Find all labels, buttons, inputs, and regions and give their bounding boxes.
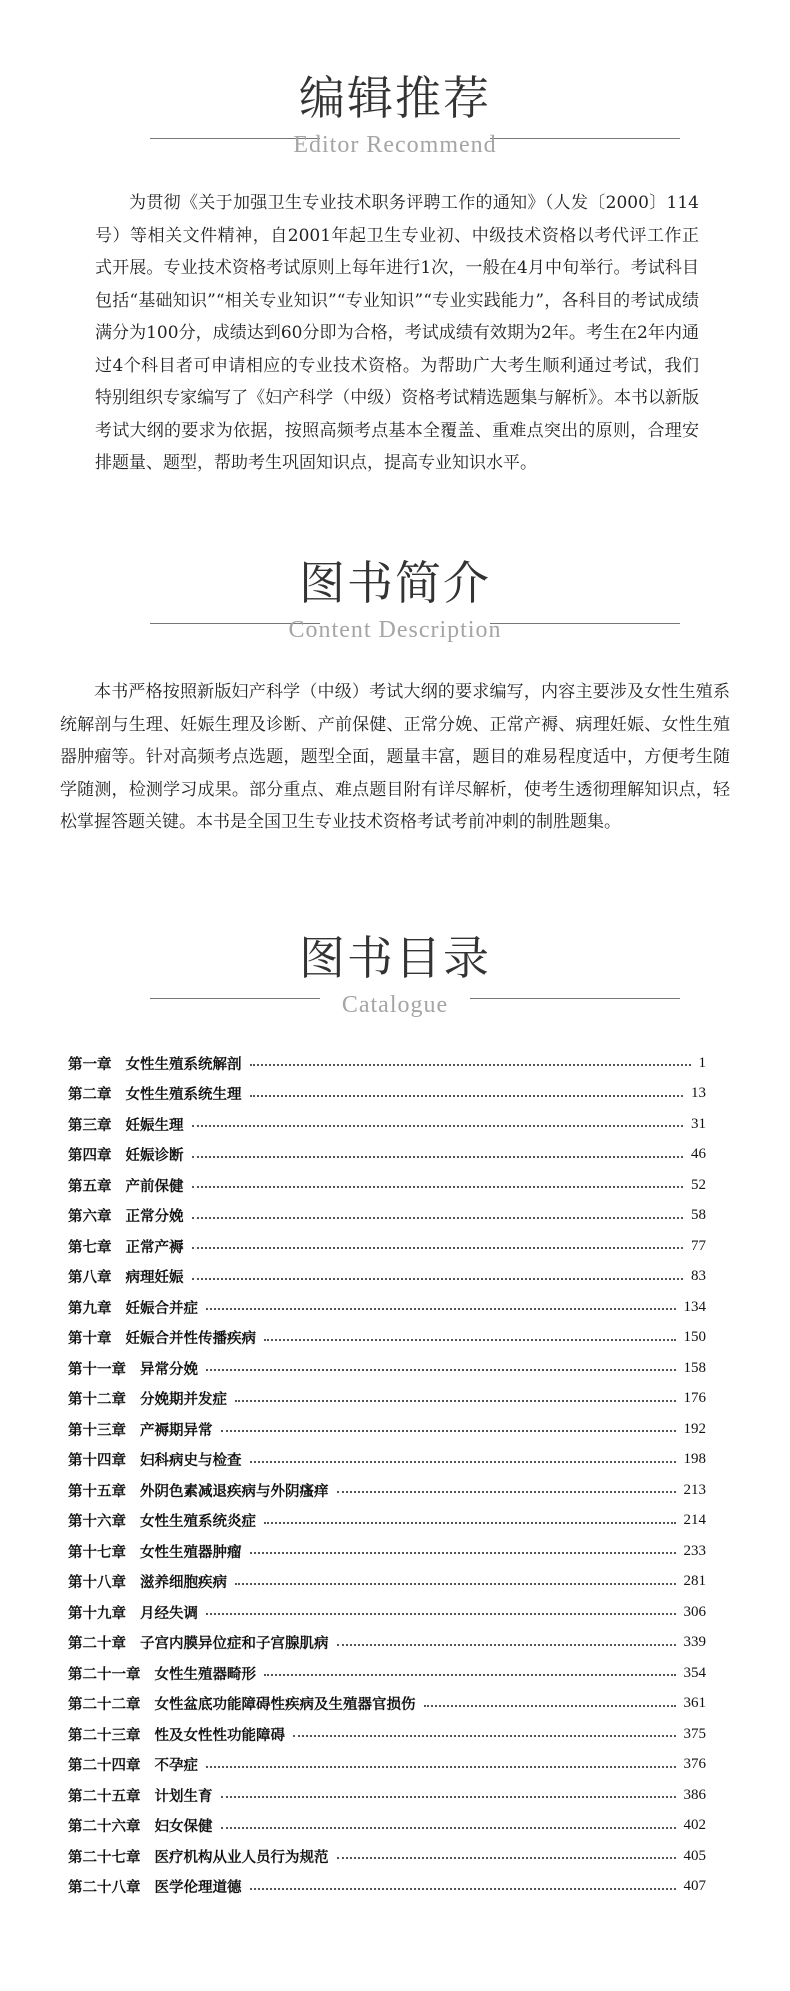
- toc-entry: [68, 1872, 706, 1903]
- toc-entry: [68, 1780, 706, 1811]
- section-title: 图书简介: [299, 556, 491, 610]
- toc-dot-leader: [192, 1186, 684, 1188]
- toc-chapter-title: 分娩期并发症: [140, 1392, 227, 1409]
- toc-entry: [68, 1079, 706, 1110]
- toc-entry: [68, 1719, 706, 1750]
- toc-chapter-number: 第二章: [68, 1087, 112, 1104]
- toc-dot-leader: [235, 1400, 676, 1402]
- toc-dot-leader: [192, 1278, 684, 1280]
- toc-chapter-number: 第二十一章: [68, 1666, 141, 1683]
- toc-chapter-number: 第二十八章: [68, 1880, 141, 1897]
- toc-dot-leader: [424, 1705, 676, 1707]
- toc-chapter-number: 第五章: [68, 1178, 112, 1195]
- toc-dot-leader: [250, 1552, 676, 1554]
- section-subtitle: Catalogue: [341, 992, 449, 1018]
- toc-chapter-number: 第九章: [68, 1300, 112, 1317]
- toc-chapter-number: 第十七章: [68, 1544, 126, 1561]
- toc-page-number: 77: [691, 1237, 706, 1254]
- toc-entry: [68, 1384, 706, 1415]
- toc-chapter-number: 第十二章: [68, 1392, 126, 1409]
- content-description-header: [0, 553, 790, 663]
- toc-chapter-title: 正常产褥: [125, 1239, 184, 1256]
- toc-page-number: 52: [691, 1176, 706, 1193]
- toc-chapter-number: 第十章: [68, 1331, 112, 1348]
- section-subtitle: Editor Recommend: [293, 132, 497, 158]
- toc-entry: [68, 1109, 706, 1140]
- toc-chapter-title: 病理妊娠: [125, 1270, 184, 1287]
- toc-entry: [68, 1231, 706, 1262]
- toc-dot-leader: [337, 1644, 676, 1646]
- toc-chapter-title: 女性盆底功能障碍性疾病及生殖器官损伤: [154, 1697, 416, 1714]
- toc-chapter-title: 医学伦理道德: [154, 1880, 242, 1897]
- toc-page-number: 405: [683, 1847, 706, 1864]
- toc-entry: [68, 1262, 706, 1293]
- toc-page-number: 386: [683, 1786, 706, 1803]
- toc-chapter-title: 计划生育: [154, 1788, 213, 1805]
- toc-dot-leader: [264, 1522, 676, 1524]
- toc-entry: [68, 1414, 706, 1445]
- toc-entry: [68, 1353, 706, 1384]
- toc-dot-leader: [206, 1613, 676, 1615]
- toc-chapter-number: 第三章: [68, 1117, 112, 1134]
- toc-chapter-title: 子宫内膜异位症和子宫腺肌病: [140, 1636, 329, 1653]
- toc-dot-leader: [235, 1583, 676, 1585]
- toc-chapter-number: 第六章: [68, 1209, 112, 1226]
- toc-entry: [68, 1445, 706, 1476]
- toc-entry: [68, 1170, 706, 1201]
- toc-chapter-title: 性及女性性功能障碍: [154, 1727, 285, 1744]
- toc-chapter-number: 第一章: [68, 1056, 112, 1073]
- toc-dot-leader: [337, 1491, 676, 1493]
- toc-chapter-title: 女性生殖系统生理: [125, 1087, 242, 1104]
- toc-dot-leader: [221, 1796, 676, 1798]
- toc-chapter-title: 异常分娩: [140, 1361, 198, 1378]
- toc-chapter-title: 女性生殖系统炎症: [140, 1514, 256, 1531]
- section-title: 编辑推荐: [299, 71, 491, 125]
- toc-entry: [68, 1841, 706, 1872]
- toc-chapter-title: 正常分娩: [125, 1209, 184, 1226]
- toc-page-number: 213: [683, 1481, 706, 1498]
- toc-page-number: 198: [683, 1451, 706, 1468]
- toc-chapter-title: 产褥期异常: [140, 1422, 213, 1439]
- toc-dot-leader: [192, 1247, 684, 1249]
- toc-chapter-number: 第二十六章: [68, 1819, 141, 1836]
- toc-chapter-number: 第二十四章: [68, 1758, 141, 1775]
- toc-entry: [68, 1750, 706, 1781]
- toc-entry: [68, 1567, 706, 1598]
- toc-page-number: 158: [683, 1359, 706, 1376]
- toc-entry: [68, 1475, 706, 1506]
- toc-entry: [68, 1048, 706, 1079]
- toc-chapter-title: 妊娠生理: [125, 1117, 184, 1134]
- toc-chapter-title: 产前保健: [125, 1178, 184, 1195]
- toc-page-number: 402: [683, 1817, 706, 1834]
- toc-chapter-number: 第二十章: [68, 1636, 126, 1653]
- toc-chapter-number: 第十五章: [68, 1483, 126, 1500]
- toc-entry: [68, 1811, 706, 1842]
- toc-page-number: 13: [691, 1085, 706, 1102]
- toc-page-number: 83: [691, 1268, 706, 1285]
- toc-chapter-title: 不孕症: [154, 1758, 198, 1775]
- toc-chapter-title: 滋养细胞疾病: [140, 1575, 227, 1592]
- toc-dot-leader: [264, 1674, 676, 1676]
- toc-chapter-title: 女性生殖系统解剖: [125, 1056, 242, 1073]
- editor-recommend-text: 为贯彻《关于加强卫生专业技术职务评聘工作的通知》（人发〔2000〕114号）等相关文件精神，自2001年起卫生专业初、中级技术资格以考代评工作正式开展。专业技术资格考试原则上每年进行1次，一般在4月中旬举行。考试科目包括“基础知识”“相关专业知识”“专业知识”“专业实践能力”，各科目的考试成绩满分为100分，成绩达到60分即为合格，考试成绩有效期为2年。考生在2年内通过4个科目者可申请相应的专业技术资格。为帮助广大考生顺利通过考试，我们特别组织专家编写了《妇产科学（中级）资格考试精选题集与解析》。本书以新版考试大纲的要求为依据，按照高频考点基本全覆盖、重难点突出的原则，合理安排题量、题型，帮助考生巩固知识点，提高专业知识水平。: [95, 193, 699, 473]
- toc-entry: [68, 1506, 706, 1537]
- toc-chapter-title: 女性生殖器畸形: [154, 1666, 256, 1683]
- toc-dot-leader: [250, 1888, 676, 1890]
- toc-page-number: 58: [691, 1207, 706, 1224]
- toc-chapter-number: 第四章: [68, 1148, 112, 1165]
- toc-dot-leader: [293, 1735, 676, 1737]
- toc-chapter-number: 第二十三章: [68, 1727, 141, 1744]
- toc-dot-leader: [250, 1095, 684, 1097]
- toc-entry: [68, 1536, 706, 1567]
- toc-dot-leader: [337, 1857, 676, 1859]
- toc-page-number: 233: [683, 1542, 706, 1559]
- toc-dot-leader: [192, 1125, 684, 1127]
- toc-dot-leader: [221, 1430, 676, 1432]
- catalogue-header: [0, 928, 790, 1038]
- toc-page-number: 339: [683, 1634, 706, 1651]
- toc-page-number: 354: [683, 1664, 706, 1681]
- toc-dot-leader: [264, 1339, 676, 1341]
- toc-page-number: 214: [683, 1512, 706, 1529]
- toc-chapter-number: 第二十七章: [68, 1849, 141, 1866]
- toc-page-number: 361: [683, 1695, 706, 1712]
- toc-chapter-title: 女性生殖器肿瘤: [140, 1544, 242, 1561]
- toc-entry: [68, 1658, 706, 1689]
- toc-chapter-number: 第十九章: [68, 1605, 126, 1622]
- toc-dot-leader: [250, 1461, 676, 1463]
- toc-page-number: 31: [691, 1115, 706, 1132]
- toc-entry: [68, 1292, 706, 1323]
- editor-recommend-header: [0, 68, 790, 178]
- toc-chapter-number: 第十一章: [68, 1361, 126, 1378]
- toc-dot-leader: [206, 1369, 676, 1371]
- toc-dot-leader: [250, 1064, 691, 1066]
- toc-chapter-number: 第十四章: [68, 1453, 126, 1470]
- toc-entry: [68, 1323, 706, 1354]
- toc-page-number: 192: [683, 1420, 706, 1437]
- toc-chapter-title: 月经失调: [140, 1605, 198, 1622]
- toc-entry: [68, 1201, 706, 1232]
- toc-chapter-title: 妊娠合并性传播疾病: [125, 1331, 256, 1348]
- toc-chapter-number: 第十三章: [68, 1422, 126, 1439]
- toc-entry: [68, 1140, 706, 1171]
- toc-page-number: 306: [683, 1603, 706, 1620]
- toc-page-number: 46: [691, 1146, 706, 1163]
- toc-chapter-title: 妊娠诊断: [125, 1148, 184, 1165]
- toc-chapter-number: 第十八章: [68, 1575, 126, 1592]
- toc-entry: [68, 1597, 706, 1628]
- toc-page-number: 134: [683, 1298, 706, 1315]
- toc-chapter-number: 第八章: [68, 1270, 112, 1287]
- toc-page-number: 1: [698, 1054, 706, 1071]
- toc-dot-leader: [221, 1827, 676, 1829]
- toc-chapter-title: 妇女保健: [154, 1819, 213, 1836]
- toc-page-number: 407: [683, 1878, 706, 1895]
- toc-entry: [68, 1689, 706, 1720]
- toc-dot-leader: [192, 1217, 684, 1219]
- toc-chapter-title: 医疗机构从业人员行为规范: [154, 1849, 329, 1866]
- toc-chapter-number: 第十六章: [68, 1514, 126, 1531]
- toc-chapter-number: 第二十五章: [68, 1788, 141, 1805]
- toc-page-number: 376: [683, 1756, 706, 1773]
- toc-dot-leader: [192, 1156, 684, 1158]
- toc-dot-leader: [206, 1766, 676, 1768]
- section-subtitle: Content Description: [288, 617, 502, 643]
- toc-dot-leader: [206, 1308, 676, 1310]
- toc-chapter-title: 外阴色素减退疾病与外阴瘙痒: [140, 1483, 329, 1500]
- toc-chapter-title: 妊娠合并症: [125, 1300, 198, 1317]
- toc-page-number: 375: [683, 1725, 706, 1742]
- toc-page-number: 150: [683, 1329, 706, 1346]
- toc-chapter-number: 第二十二章: [68, 1697, 141, 1714]
- toc-chapter-title: 妇科病史与检查: [140, 1453, 242, 1470]
- toc-page-number: 176: [683, 1390, 706, 1407]
- content-description-text: 本书严格按照新版妇产科学（中级）考试大纲的要求编写，内容主要涉及女性生殖系统解剖与生理、妊娠生理及诊断、产前保健、正常分娩、正常产褥、病理妊娠、女性生殖器肿瘤等。针对高频考点选题，题型全面，题量丰富，题目的难易程度适中，方便考生随学随测，检测学习成果。部分重点、难点题目附有详尽解析，使考生透彻理解知识点，轻松掌握答题关键。本书是全国卫生专业技术资格考试考前冲刺的制胜题集。: [60, 682, 730, 832]
- table-of-contents: [68, 1048, 706, 1902]
- toc-page-number: 281: [683, 1573, 706, 1590]
- section-title: 图书目录: [299, 931, 491, 985]
- toc-chapter-number: 第七章: [68, 1239, 112, 1256]
- toc-entry: [68, 1628, 706, 1659]
